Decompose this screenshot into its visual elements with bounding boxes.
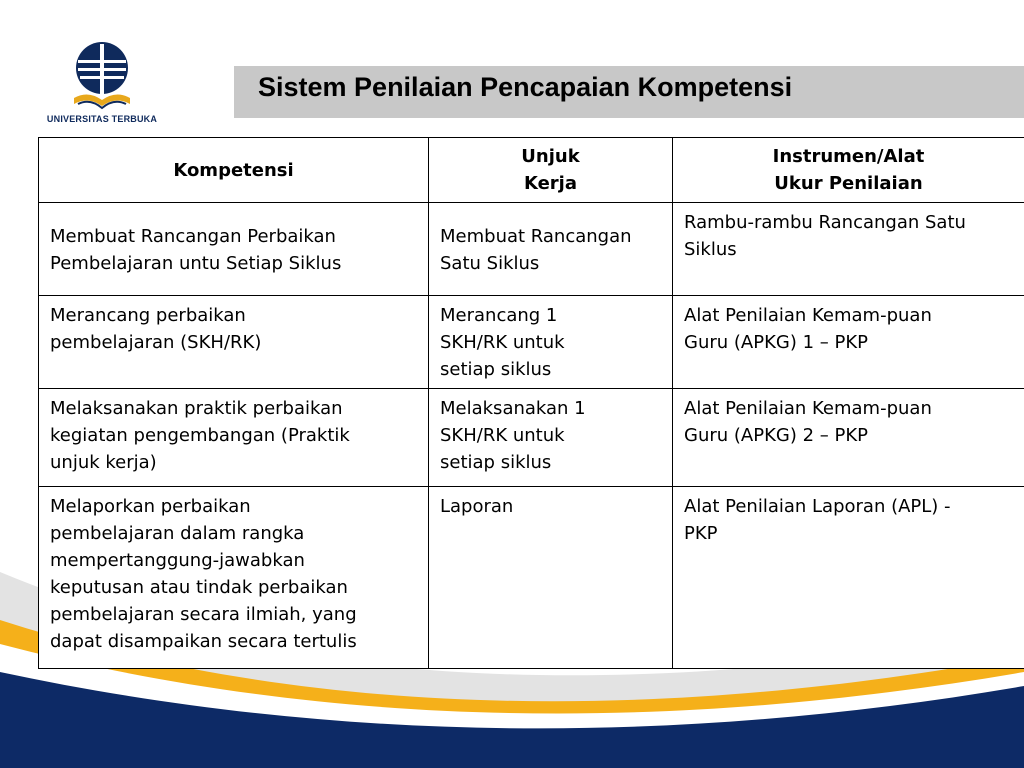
logo-wordmark: UNIVERSITAS TERBUKA [46,114,158,124]
header-instrumen [673,138,1024,203]
cell-kompetensi [39,487,429,669]
cell-text: Laporan [440,496,514,517]
cell-text: Melaksanakan praktik perbaikan [50,398,343,419]
cell-instrumen [673,203,1024,296]
header-text: Ukur Penilaian [774,173,923,194]
cell-text: pembelajaran secara ilmiah, yang [50,604,357,625]
cell-text: Guru (APKG) 1 – PKP [684,332,868,353]
cell-instrumen [673,296,1024,389]
header-text: Kerja [523,173,578,194]
cell-text: Merancang 1 [440,305,558,326]
cell-text: Melaksanakan 1 [440,398,586,419]
cell-text: SKH/RK untuk [440,332,565,353]
table-header-row [39,138,1024,203]
header-text: Unjuk [521,146,580,167]
cell-text: Merancang perbaikan [50,305,246,326]
cell-text: mempertanggung-jawabkan [50,550,305,571]
cell-unjuk-kerja [429,296,673,389]
university-logo [40,38,164,128]
cell-text: setiap siklus [440,452,552,473]
table-row [39,389,1024,487]
header-unjuk-kerja [429,138,673,203]
table-row [39,203,1024,296]
university-emblem-icon [72,38,132,114]
cell-instrumen [673,389,1024,487]
cell-text: Alat Penilaian Kemam-puan [684,398,932,419]
cell-text: pembelajaran dalam rangka [50,523,305,544]
cell-text: Alat Penilaian Kemam-puan [684,305,932,326]
header-text: Kompetensi [173,159,294,181]
cell-text: Alat Penilaian Laporan (APL) - [684,496,951,517]
table-row [39,296,1024,389]
cell-text: Membuat Rancangan [440,226,632,247]
cell-unjuk-kerja [429,389,673,487]
cell-text: Membuat Rancangan Perbaikan [50,226,336,247]
cell-text: kegiatan pengembangan (Praktik [50,425,350,446]
cell-text: setiap siklus [440,359,552,380]
header-text: Instrumen/Alat [772,146,925,167]
cell-text: Siklus [684,239,737,260]
cell-text: SKH/RK untuk [440,425,565,446]
table-row [39,487,1024,669]
cell-text: pembelajaran (SKH/RK) [50,332,262,353]
cell-instrumen [673,487,1024,669]
cell-text: PKP [684,523,718,544]
cell-text: Rambu-rambu Rancangan Satu [684,212,966,233]
cell-text: Melaporkan perbaikan [50,496,251,517]
cell-kompetensi [39,203,429,296]
cell-text: dapat disampaikan secara tertulis [50,631,357,652]
header-kompetensi [39,138,429,203]
cell-unjuk-kerja [429,203,673,296]
page-title: Sistem Penilaian Pencapaian Kompetensi [258,72,793,102]
cell-text: Pembelajaran untu Setiap Siklus [50,253,342,274]
competency-table [38,137,1024,669]
cell-text: keputusan atau tindak perbaikan [50,577,348,598]
cell-text: unjuk kerja) [50,452,157,473]
cell-text: Guru (APKG) 2 – PKP [684,425,868,446]
cell-unjuk-kerja [429,487,673,669]
cell-kompetensi [39,389,429,487]
cell-text: Satu Siklus [440,253,540,274]
cell-kompetensi [39,296,429,389]
